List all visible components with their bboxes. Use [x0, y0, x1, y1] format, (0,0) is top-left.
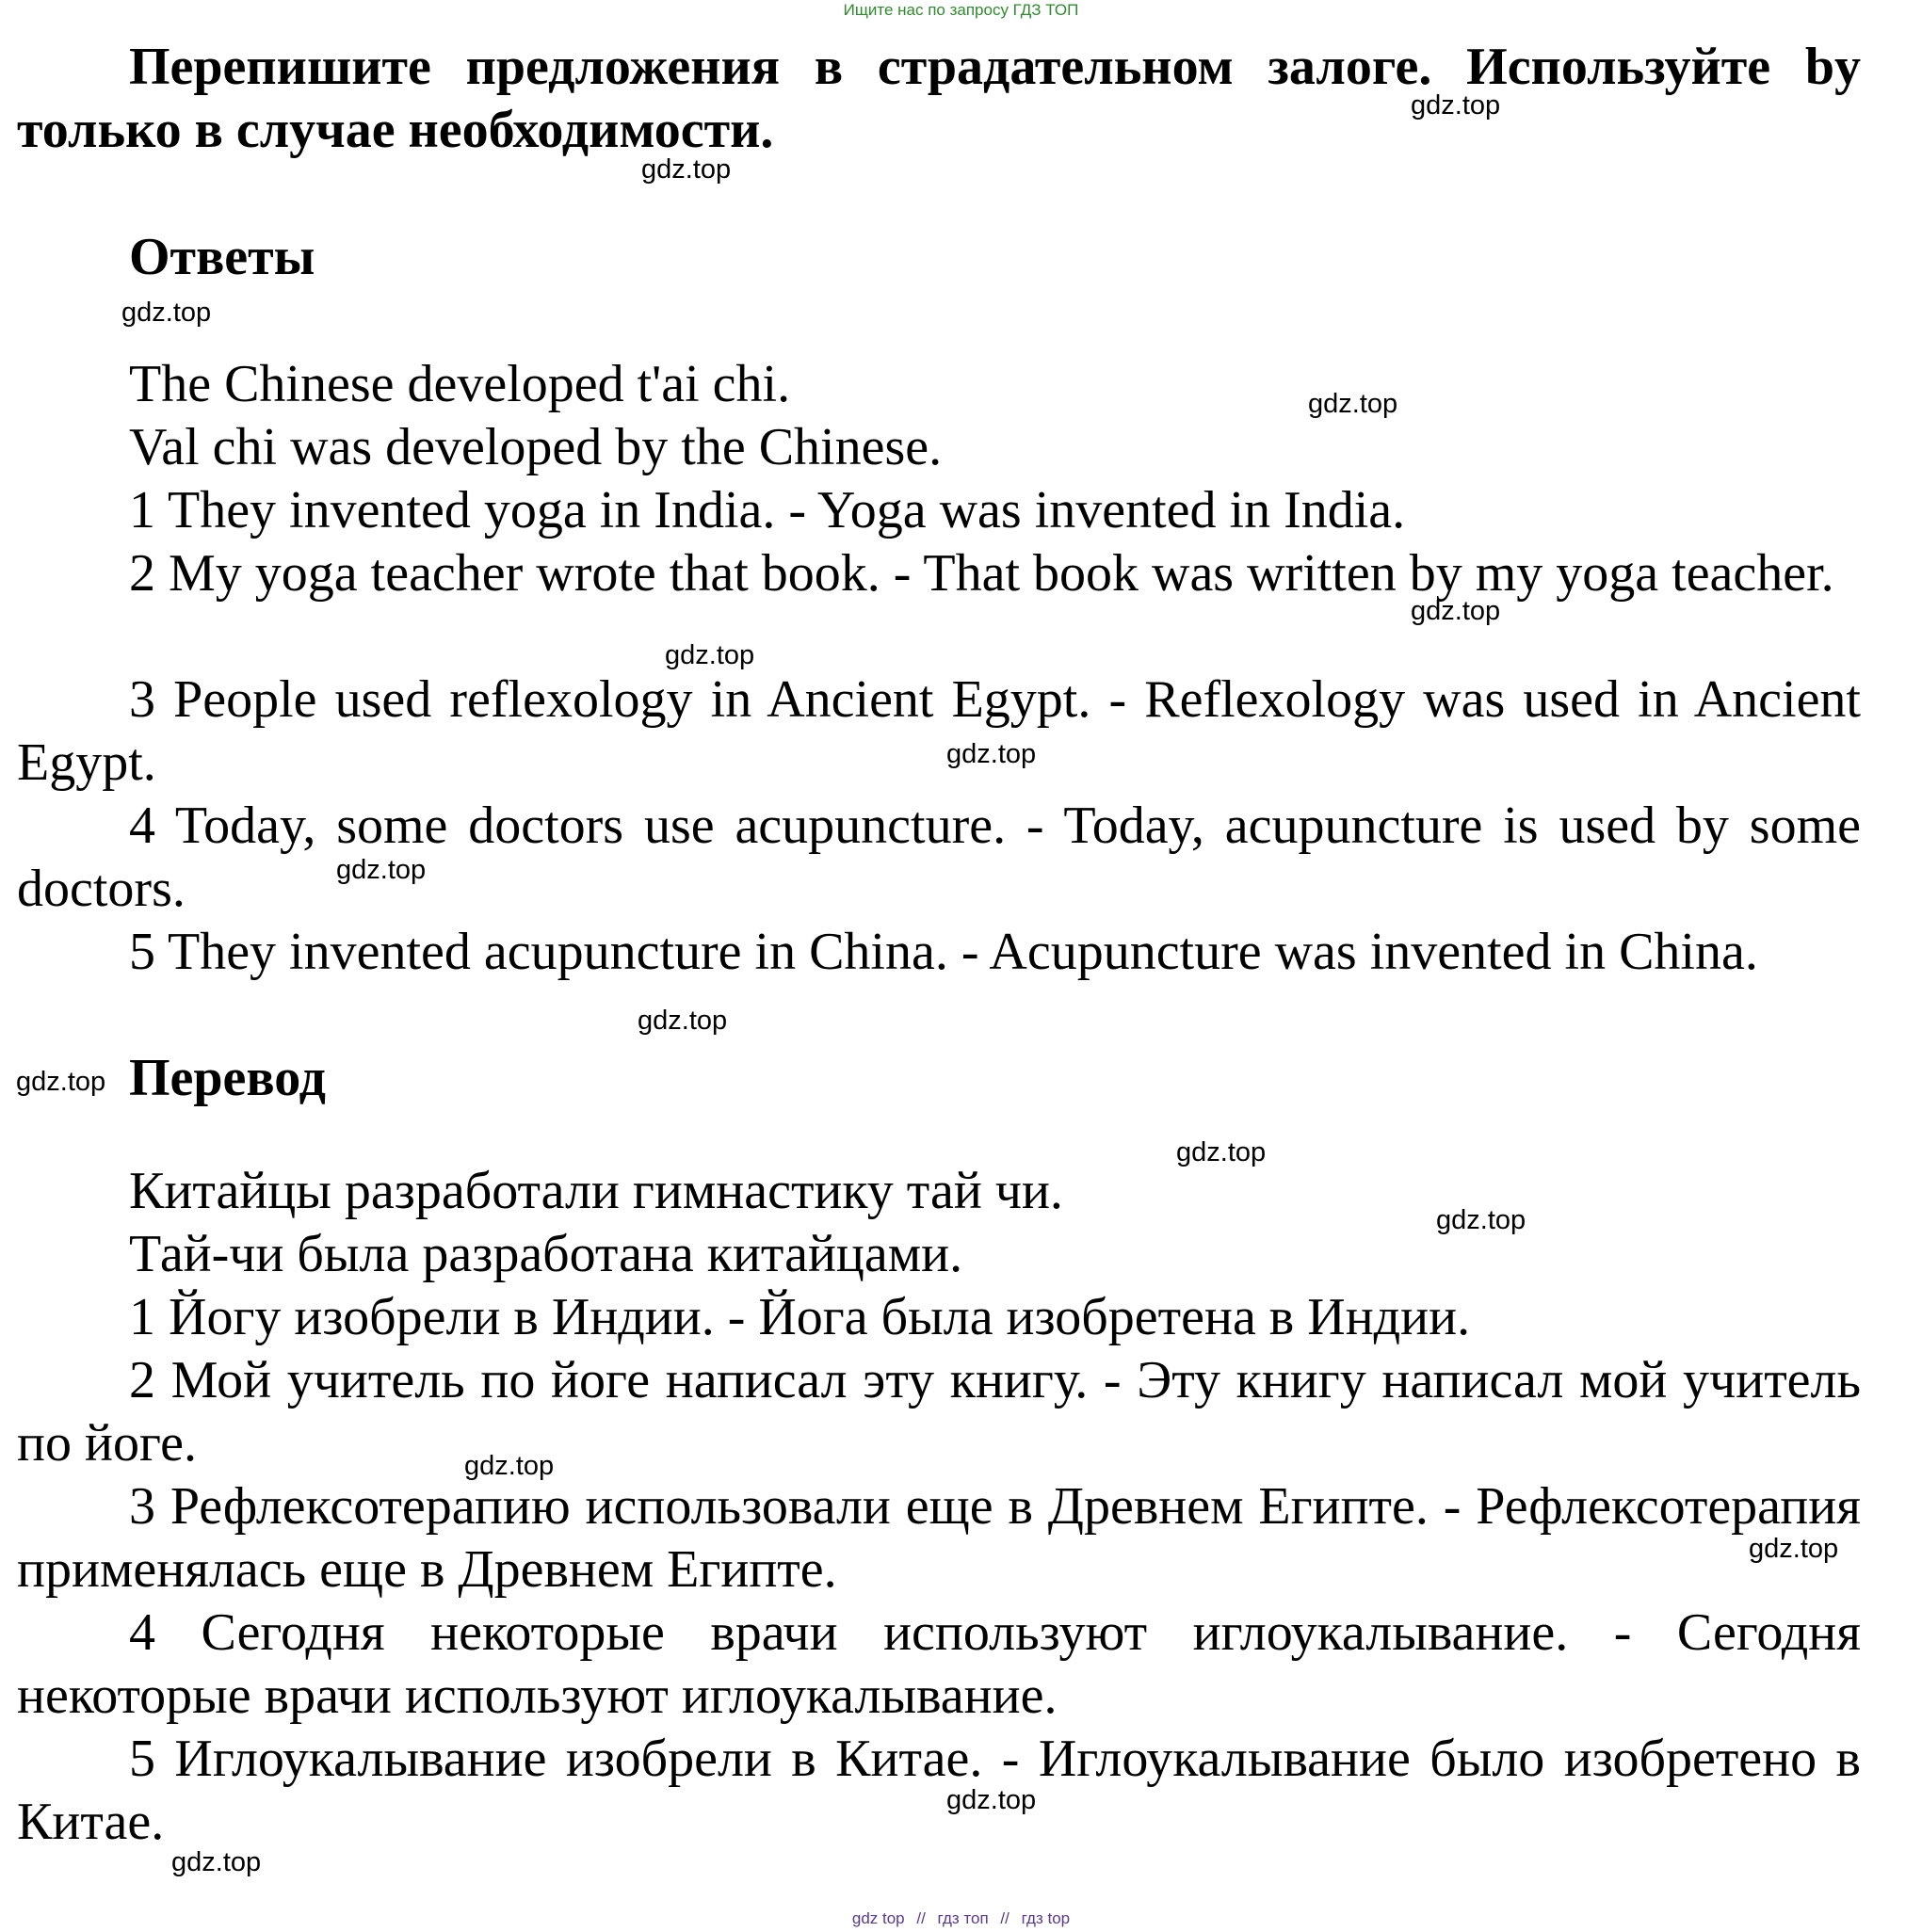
watermark: gdz.top	[1411, 90, 1501, 121]
watermark: gdz.top	[946, 739, 1037, 769]
footer-link[interactable]: гдз top	[1021, 1909, 1071, 1927]
answer-line: 5 They invented acupuncture in China. - Acupuncture was invented in China.	[129, 923, 1758, 981]
answer-line: Val chi was developed by the Chinese.	[129, 418, 943, 476]
translation-line: Тай-чи была разработана китайцами.	[129, 1225, 963, 1283]
watermark: gdz.top	[1176, 1137, 1267, 1167]
watermark: gdz.top	[336, 855, 427, 885]
watermark: gdz.top	[464, 1451, 555, 1481]
answer-line: The Chinese developed t'ai chi.	[129, 355, 791, 413]
watermark: gdz.top	[1436, 1205, 1526, 1235]
watermark: gdz.top	[665, 640, 755, 670]
watermark: gdz.top	[641, 154, 732, 185]
watermark: gdz.top	[638, 1006, 728, 1036]
footer	[0, 1909, 1922, 1928]
answer-line: 3 People used reflexology in Ancient Egypt. - Reflexology was used in Ancient Egypt.	[17, 670, 1861, 792]
top-banner: Ищите нас по запросу ГДЗ ТОП	[843, 1, 1079, 19]
translation-line: 2 Мой учитель по йоге написал эту книгу. - Эту книгу написал мой учитель по йоге.	[17, 1351, 1861, 1473]
watermark: gdz.top	[1308, 389, 1398, 419]
footer-link[interactable]: гдз топ	[937, 1909, 989, 1927]
watermark: gdz.top	[121, 298, 212, 328]
translation-line: 1 Йогу изобрели в Индии. - Йога была изобретена в Индии.	[129, 1288, 1471, 1346]
footer-link[interactable]: gdz top	[851, 1909, 905, 1927]
watermark: gdz.top	[1749, 1534, 1839, 1564]
answer-line: 1 They invented yoga in India. - Yoga was invented in India.	[129, 481, 1406, 539]
watermark: gdz.top	[1411, 596, 1501, 626]
translation-line: Китайцы разработали гимнастику тай чи.	[129, 1162, 1063, 1220]
translation-title: Перевод	[129, 1049, 326, 1107]
footer-separator: //	[1000, 1909, 1009, 1927]
translation-line: 5 Иглоукалывание изобрели в Китае. - Иглоукалывание было изобретено в Китае.	[17, 1730, 1861, 1851]
watermark: gdz.top	[946, 1785, 1037, 1815]
translation-line: 4 Сегодня некоторые врачи используют иглоукалывание. - Сегодня некоторые врачи используют иглоукалывание.	[17, 1603, 1861, 1725]
watermark: gdz.top	[16, 1067, 106, 1097]
translation-line: 3 Рефлексотерапию использовали еще в Древнем Египте. - Рефлексотерапия применялась еще в Древнем Египте.	[17, 1477, 1861, 1599]
watermark: gdz.top	[171, 1847, 262, 1877]
task-heading: Перепишите предложения в страдательном залоге. Используйте by только в случае необходимости.	[17, 38, 1861, 159]
footer-separator: //	[916, 1909, 926, 1927]
answer-line: 2 My yoga teacher wrote that book. - That book was written by my yoga teacher.	[129, 544, 1834, 603]
answers-title: Ответы	[129, 228, 315, 286]
answer-line: 4 Today, some doctors use acupuncture. - Today, acupuncture is used by some doctors.	[17, 797, 1861, 918]
